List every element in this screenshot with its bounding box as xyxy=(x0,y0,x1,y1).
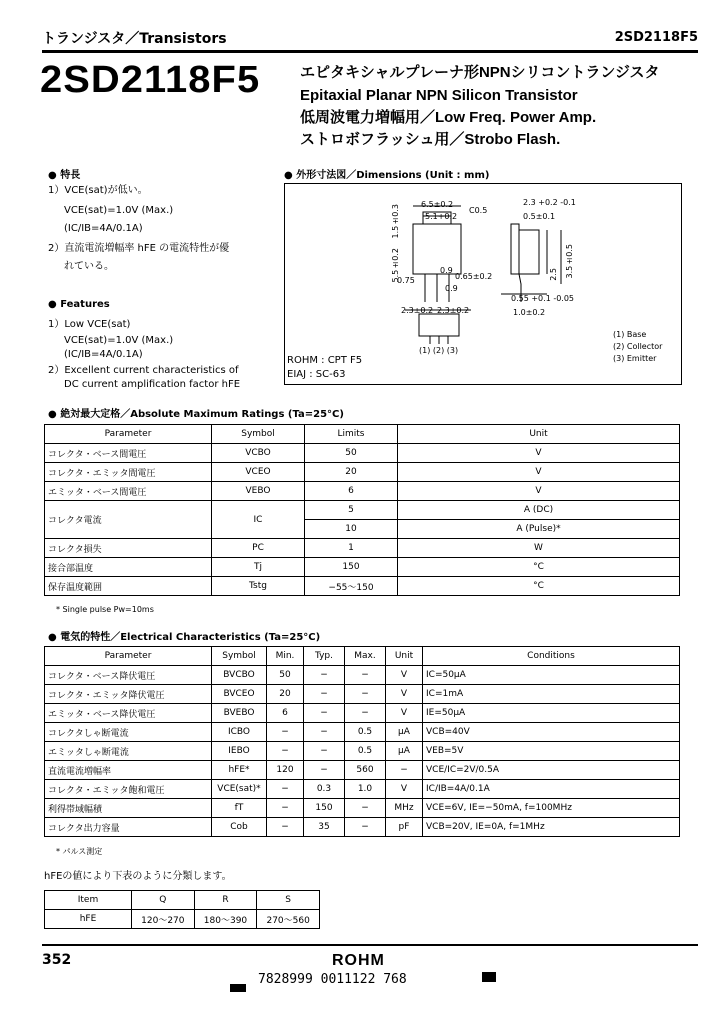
elec-unit: μA xyxy=(386,723,423,742)
abs-max-col-symbol: Symbol xyxy=(212,425,305,444)
barcode-mark-left xyxy=(230,984,246,992)
elec-min: − xyxy=(267,818,304,837)
features-en-item1b: (IC/IB=4A/0.1A) xyxy=(64,349,143,360)
features-jp-item1a: VCE(sat)=1.0V (Max.) xyxy=(64,205,174,216)
table-row xyxy=(45,685,680,704)
elec-conditions: IC=50μA xyxy=(423,666,680,685)
table-row xyxy=(45,463,680,482)
hfe-range-r: 180～390 xyxy=(194,910,257,929)
dim-5-5: 5.5±0.2 xyxy=(391,248,400,283)
abs-max-symbol: IC xyxy=(212,501,305,539)
elec-symbol: ICBO xyxy=(212,723,267,742)
elec-note: * パルス測定 xyxy=(56,847,103,856)
elec-max: − xyxy=(345,799,386,818)
abs-max-limit: 5 xyxy=(305,501,398,520)
abs-max-limit: −55～150 xyxy=(305,577,398,596)
table-row xyxy=(45,666,680,685)
abs-max-col-limits: Limits xyxy=(305,425,398,444)
dim-0-9: 0.9 xyxy=(440,266,453,275)
pin-legend-emitter: (3) Emitter xyxy=(613,354,657,363)
abs-max-symbol: VCBO xyxy=(212,444,305,463)
abs-max-symbol: VEBO xyxy=(212,482,305,501)
table-row xyxy=(45,742,680,761)
elec-typ: − xyxy=(304,685,345,704)
abs-max-unit: A (DC) xyxy=(398,501,680,520)
elec-col-conditions: Conditions xyxy=(423,647,680,666)
elec-max: 560 xyxy=(345,761,386,780)
abs-max-unit: °C xyxy=(398,558,680,577)
elec-unit: V xyxy=(386,780,423,799)
dim-6-5: 6.5±0.2 xyxy=(421,200,454,209)
elec-min: 6 xyxy=(267,704,304,723)
elec-symbol: BVCEO xyxy=(212,685,267,704)
table-row xyxy=(45,799,680,818)
features-en-item2: 2）Excellent current characteristics of xyxy=(48,365,239,376)
hfe-col-s: S xyxy=(257,891,320,910)
abs-max-param: コレクタ・エミッタ間電圧 xyxy=(45,463,212,482)
elec-conditions: VEB=5V xyxy=(423,742,680,761)
table-row xyxy=(45,539,680,558)
hfe-range-q: 120～270 xyxy=(132,910,195,929)
elec-unit: pF xyxy=(386,818,423,837)
features-en-item1: 1）Low VCE(sat) xyxy=(48,319,131,330)
hfe-col-item: Item xyxy=(45,891,132,910)
abs-max-table xyxy=(44,424,680,596)
pin-legend-collector: (2) Collector xyxy=(613,342,663,351)
elec-col-max: Max. xyxy=(345,647,386,666)
dim-0-55: 0.55 +0.1 -0.05 xyxy=(511,294,575,303)
table-row xyxy=(45,761,680,780)
abs-max-col-parameter: Parameter xyxy=(45,425,212,444)
hfe-table xyxy=(44,890,320,929)
dim-3-5: 3.5±0.5 xyxy=(565,244,574,279)
elec-symbol: BVEBO xyxy=(212,704,267,723)
elec-max: − xyxy=(345,704,386,723)
abs-max-symbol: Tj xyxy=(212,558,305,577)
footer-rule xyxy=(42,944,698,946)
table-row xyxy=(45,577,680,596)
elec-unit: − xyxy=(386,761,423,780)
elec-symbol: VCE(sat)* xyxy=(212,780,267,799)
elec-min: − xyxy=(267,799,304,818)
dimensions-heading: ● 外形寸法図／Dimensions (Unit : mm) xyxy=(284,170,490,181)
elec-symbol: fT xyxy=(212,799,267,818)
features-jp-item1b: (IC/IB=4A/0.1A) xyxy=(64,223,143,234)
elec-heading: ● 電気的特性／Electrical Characteristics (Ta=25°C) xyxy=(48,632,321,643)
elec-conditions: IC/IB=4A/0.1A xyxy=(423,780,680,799)
elec-col-unit: Unit xyxy=(386,647,423,666)
elec-max: 0.5 xyxy=(345,742,386,761)
abs-max-col-unit: Unit xyxy=(398,425,680,444)
header-part-number: 2SD2118F5 xyxy=(614,30,698,45)
table-row xyxy=(45,780,680,799)
table-row xyxy=(45,723,680,742)
package-rohm-code: ROHM : CPT F5 xyxy=(287,355,363,366)
title-line-en: Epitaxial Planar NPN Silicon Transistor xyxy=(300,87,578,104)
elec-header-row xyxy=(45,647,680,666)
abs-max-heading: ● 絶対最大定格／Absolute Maximum Ratings (Ta=25°C) xyxy=(48,409,344,420)
hfe-range-s: 270～560 xyxy=(257,910,320,929)
elec-param: コレクタ・ベース降伏電圧 xyxy=(45,666,212,685)
abs-max-limit: 50 xyxy=(305,444,398,463)
elec-param: エミッタ・ベース降伏電圧 xyxy=(45,704,212,723)
elec-col-min: Min. xyxy=(267,647,304,666)
pin-numbers-label: (1) (2) (3) xyxy=(419,346,459,355)
dim-1-0: 1.0±0.2 xyxy=(513,308,546,317)
title-line-application1: 低周波電力増幅用／Low Freq. Power Amp. xyxy=(300,109,597,126)
features-en-item1a: VCE(sat)=1.0V (Max.) xyxy=(64,335,174,346)
abs-max-unit: V xyxy=(398,482,680,501)
elec-typ: − xyxy=(304,761,345,780)
rohm-logo: ROHM xyxy=(332,952,385,969)
elec-max: 1.0 xyxy=(345,780,386,799)
features-jp-item1: 1）VCE(sat)が低い。 xyxy=(48,185,148,196)
features-en-item2b: DC current amplification factor hFE xyxy=(64,379,241,390)
elec-min: 20 xyxy=(267,685,304,704)
elec-symbol: BVCBO xyxy=(212,666,267,685)
abs-max-unit: W xyxy=(398,539,680,558)
abs-max-limit: 10 xyxy=(305,520,398,539)
abs-max-param: コレクタ・ベース間電圧 xyxy=(45,444,212,463)
features-jp-item2: 2）直流電流増幅率 hFE の電流特性が優 xyxy=(48,243,230,254)
dim-0-5a: 0.5±0.1 xyxy=(523,212,556,221)
elec-typ: − xyxy=(304,723,345,742)
model-title: 2SD2118F5 xyxy=(40,59,261,101)
dim-2-3b: 2.3±0.2 xyxy=(401,306,434,315)
elec-symbol: Cob xyxy=(212,818,267,837)
abs-max-limit: 1 xyxy=(305,539,398,558)
elec-unit: V xyxy=(386,685,423,704)
elec-param: コレクタ出力容量 xyxy=(45,818,212,837)
dim-2-3a: 2.3 +0.2 -0.1 xyxy=(523,198,576,207)
abs-max-unit: A (Pulse)* xyxy=(398,520,680,539)
abs-max-header-row xyxy=(45,425,680,444)
abs-max-param: コレクタ損失 xyxy=(45,539,212,558)
elec-col-typ: Typ. xyxy=(304,647,345,666)
elec-param: 直流電流増幅率 xyxy=(45,761,212,780)
barcode-number: 7828999 0011122 768 xyxy=(258,972,407,987)
elec-param: コレクタ・エミッタ降伏電圧 xyxy=(45,685,212,704)
abs-max-param: エミッタ・ベース間電圧 xyxy=(45,482,212,501)
abs-max-param: 保存温度範囲 xyxy=(45,577,212,596)
abs-max-param: コレクタ電流 xyxy=(45,501,212,539)
elec-min: 50 xyxy=(267,666,304,685)
dimensions-box xyxy=(284,183,682,385)
elec-typ: 0.3 xyxy=(304,780,345,799)
abs-max-param: 接合部温度 xyxy=(45,558,212,577)
elec-symbol: hFE* xyxy=(212,761,267,780)
elec-conditions: VCB=40V xyxy=(423,723,680,742)
elec-typ: − xyxy=(304,666,345,685)
elec-typ: − xyxy=(304,742,345,761)
abs-max-limit: 150 xyxy=(305,558,398,577)
table-row xyxy=(45,818,680,837)
features-en-heading: ● Features xyxy=(48,299,110,310)
abs-max-limit: 20 xyxy=(305,463,398,482)
elec-typ: − xyxy=(304,704,345,723)
elec-unit: V xyxy=(386,666,423,685)
elec-param: コレクタ・エミッタ飽和電圧 xyxy=(45,780,212,799)
dim-0-65: 0.65±0.2 xyxy=(455,272,493,281)
dim-2-3c: 2.3±0.2 xyxy=(437,306,470,315)
elec-max: 0.5 xyxy=(345,723,386,742)
elec-param: コレクタしゃ断電流 xyxy=(45,723,212,742)
dim-2-5: 2.5 xyxy=(549,268,558,281)
abs-max-unit: °C xyxy=(398,577,680,596)
dim-5-1: 5.1+0.2 xyxy=(425,212,458,221)
table-row xyxy=(45,910,320,929)
abs-max-symbol: PC xyxy=(212,539,305,558)
title-line-jp: エピタキシャルプレーナ形NPNシリコントランジスタ xyxy=(300,64,660,81)
abs-max-note: * Single pulse Pw=10ms xyxy=(56,605,154,614)
table-row xyxy=(45,501,680,520)
elec-param: エミッタしゃ断電流 xyxy=(45,742,212,761)
elec-col-parameter: Parameter xyxy=(45,647,212,666)
table-row xyxy=(45,444,680,463)
pin-legend-base: (1) Base xyxy=(613,330,647,339)
elec-min: − xyxy=(267,723,304,742)
abs-max-limit: 6 xyxy=(305,482,398,501)
abs-max-unit: V xyxy=(398,463,680,482)
elec-conditions: VCB=20V, IE=0A, f=1MHz xyxy=(423,818,680,837)
elec-conditions: VCE/IC=2V/0.5A xyxy=(423,761,680,780)
table-row xyxy=(45,704,680,723)
header-rule xyxy=(42,50,698,53)
abs-max-symbol: Tstg xyxy=(212,577,305,596)
page-number: 352 xyxy=(42,952,72,968)
elec-unit: V xyxy=(386,704,423,723)
dim-0-75: 0.75 xyxy=(397,276,415,285)
table-row xyxy=(45,482,680,501)
elec-symbol: IEBO xyxy=(212,742,267,761)
elec-max: − xyxy=(345,666,386,685)
elec-max: − xyxy=(345,818,386,837)
title-line-application2: ストロボフラッシュ用／Strobo Flash. xyxy=(300,131,561,148)
abs-max-symbol: VCEO xyxy=(212,463,305,482)
table-row xyxy=(45,558,680,577)
dim-0-9b: 0.9 xyxy=(445,284,458,293)
elec-table xyxy=(44,646,680,837)
elec-min: − xyxy=(267,742,304,761)
elec-unit: μA xyxy=(386,742,423,761)
elec-col-symbol: Symbol xyxy=(212,647,267,666)
package-body-side xyxy=(511,224,519,274)
dim-1-5: 1.5±0.3 xyxy=(391,204,400,239)
package-eiaj-code: EIAJ : SC-63 xyxy=(287,369,346,380)
elec-min: − xyxy=(267,780,304,799)
elec-param: 利得帯域幅積 xyxy=(45,799,212,818)
elec-typ: 150 xyxy=(304,799,345,818)
hfe-header-row xyxy=(45,891,320,910)
hfe-col-q: Q xyxy=(132,891,195,910)
barcode-mark-right xyxy=(482,972,496,982)
features-jp-heading: ● 特長 xyxy=(48,170,81,181)
category-title: トランジスタ／Transistors xyxy=(42,31,227,47)
dim-c0-5: C0.5 xyxy=(469,206,488,215)
abs-max-unit: V xyxy=(398,444,680,463)
hfe-heading: hFEの値により下表のように分類します。 xyxy=(44,871,232,882)
elec-unit: MHz xyxy=(386,799,423,818)
elec-conditions: IC=1mA xyxy=(423,685,680,704)
elec-conditions: VCE=6V, IE=−50mA, f=100MHz xyxy=(423,799,680,818)
elec-min: 120 xyxy=(267,761,304,780)
package-body-front xyxy=(413,224,461,274)
elec-max: − xyxy=(345,685,386,704)
elec-typ: 35 xyxy=(304,818,345,837)
elec-conditions: IE=50μA xyxy=(423,704,680,723)
hfe-col-r: R xyxy=(194,891,257,910)
hfe-item: hFE xyxy=(45,910,132,929)
features-jp-item2b: れている。 xyxy=(64,261,114,272)
package-bottom xyxy=(419,314,459,336)
